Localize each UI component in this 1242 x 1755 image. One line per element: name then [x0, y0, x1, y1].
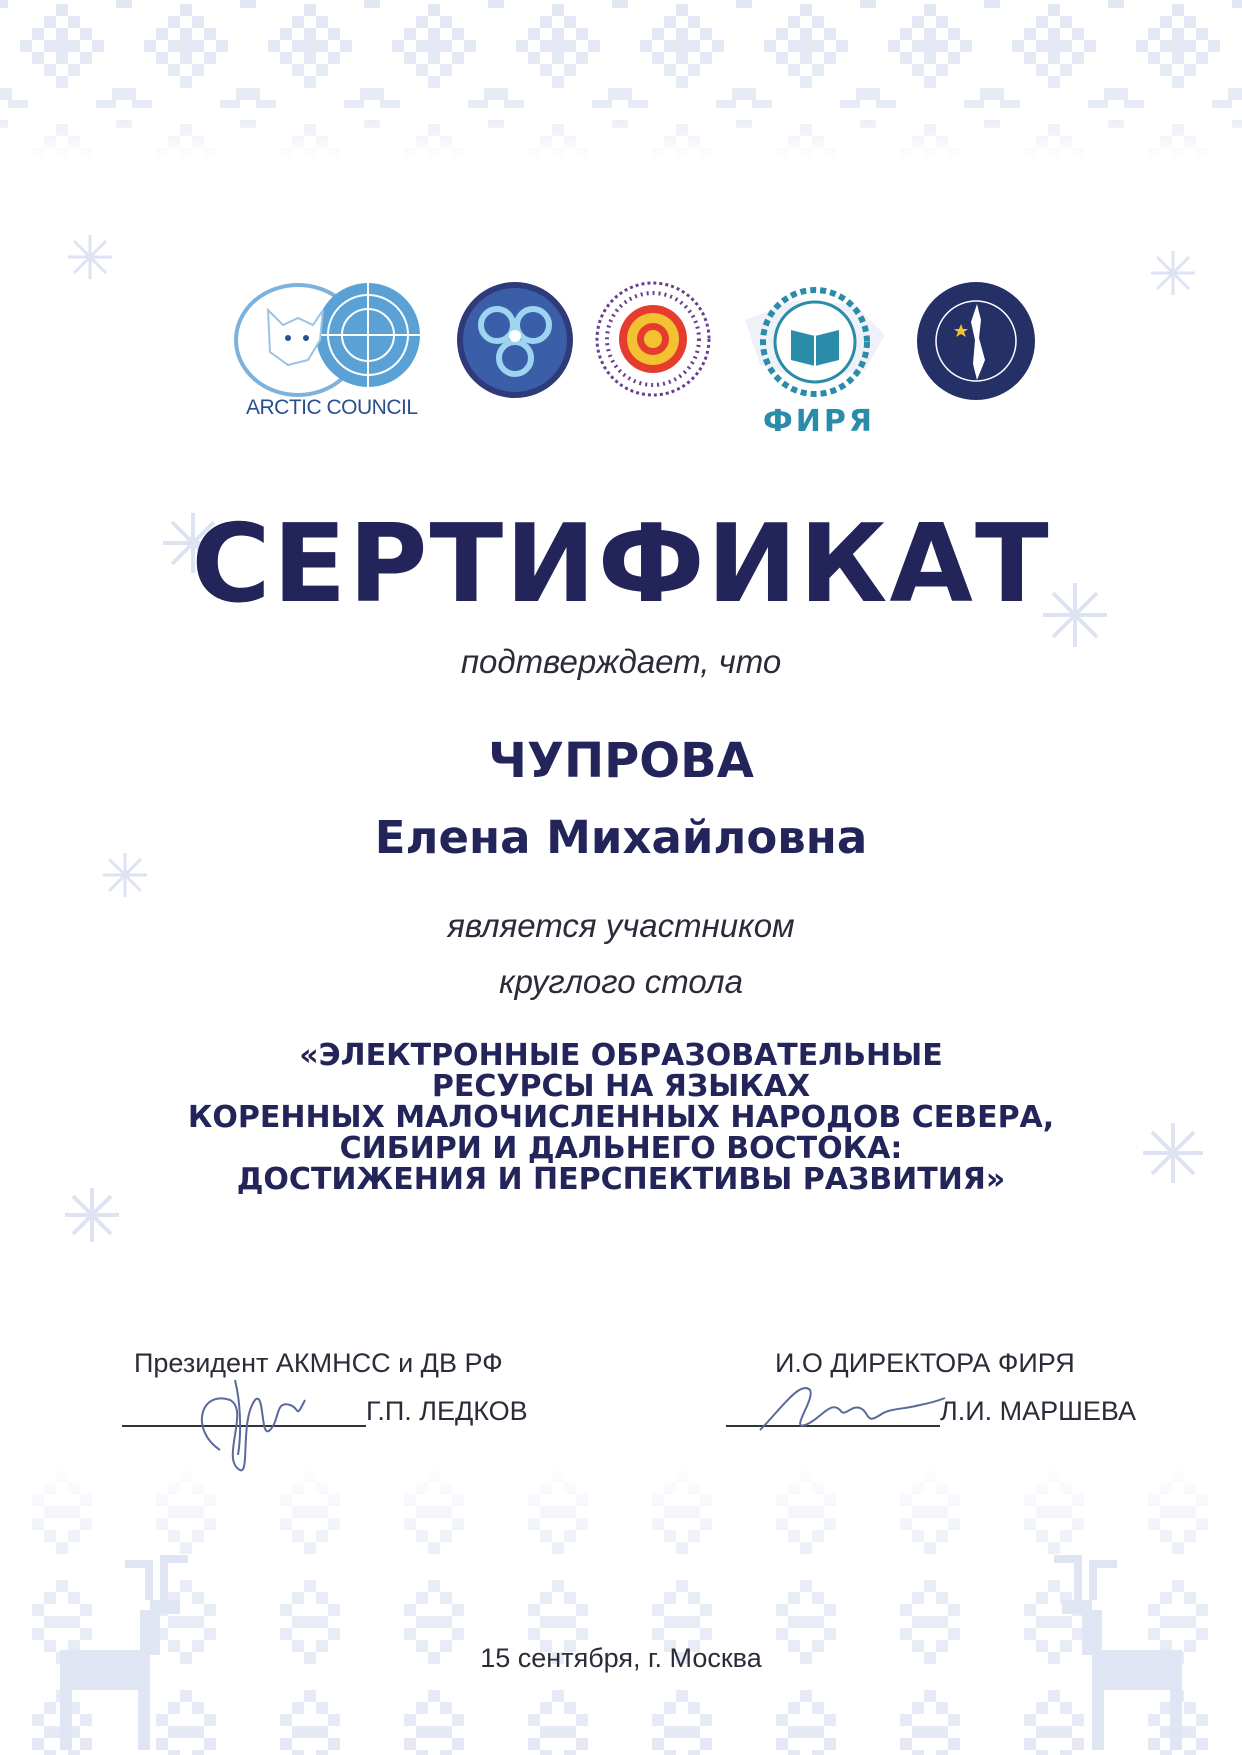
recipient-surname: ЧУПРОВА — [488, 733, 754, 789]
signature-marsheva — [750, 1370, 950, 1450]
ornament-bottom-pattern — [0, 1460, 1242, 1755]
signatory-2-name: Л.И. МАРШЕВА — [940, 1396, 1137, 1426]
arctic-council-logo — [228, 280, 438, 430]
signatory-1-position: Президент АКМНСС и ДВ РФ — [134, 1348, 503, 1378]
event-title-line: «ЭЛЕКТРОННЫЕ ОБРАЗОВАТЕЛЬНЫЕ — [299, 1038, 943, 1073]
event-title-line: РЕСУРСЫ НА ЯЗЫКАХ — [431, 1069, 811, 1104]
event-title — [100, 1040, 1142, 1195]
event-title-line: КОРЕННЫХ МАЛОЧИСЛЕННЫХ НАРОДОВ СЕВЕРА, — [187, 1100, 1055, 1135]
confirms-text: подтверждает, что — [460, 643, 782, 680]
date-place: 15 сентября, г. Москва — [480, 1643, 762, 1673]
sakhalin-energy-logo — [915, 280, 1037, 402]
signatory-2-position: И.О ДИРЕКТОРА ФИРЯ — [775, 1348, 1075, 1378]
firya-label: ФИРЯ — [763, 404, 875, 439]
book-icon — [735, 280, 895, 400]
firya-logo — [735, 280, 895, 440]
arctic-council-label: ARCTIC COUNCIL — [246, 396, 418, 419]
arctic-fox-globe-icon — [228, 280, 438, 400]
ornamental-circle-logo — [594, 280, 712, 398]
recipient-given-names: Елена Михайловна — [374, 811, 868, 864]
ornament-top-pattern — [0, 0, 1242, 160]
sakhalin-island-icon — [915, 280, 1037, 402]
indigenous-association-logo — [455, 280, 575, 400]
snowflake-icon — [65, 232, 115, 282]
event-title-line: СИБИРИ И ДАЛЬНЕГО ВОСТОКА: — [339, 1131, 903, 1166]
event-title-line: ДОСТИЖЕНИЯ И ПЕРСПЕКТИВЫ РАЗВИТИЯ» — [236, 1162, 1006, 1197]
snowflake-icon — [1140, 1120, 1206, 1186]
event-type: круглого стола — [499, 963, 743, 1000]
partner-logos — [0, 280, 1242, 450]
signature-ledkov — [180, 1360, 320, 1480]
certificate-title: СЕРТИФИКАТ — [191, 502, 1051, 627]
participant-text: является участником — [447, 907, 795, 944]
signatory-1-name: Г.П. ЛЕДКОВ — [366, 1396, 528, 1426]
